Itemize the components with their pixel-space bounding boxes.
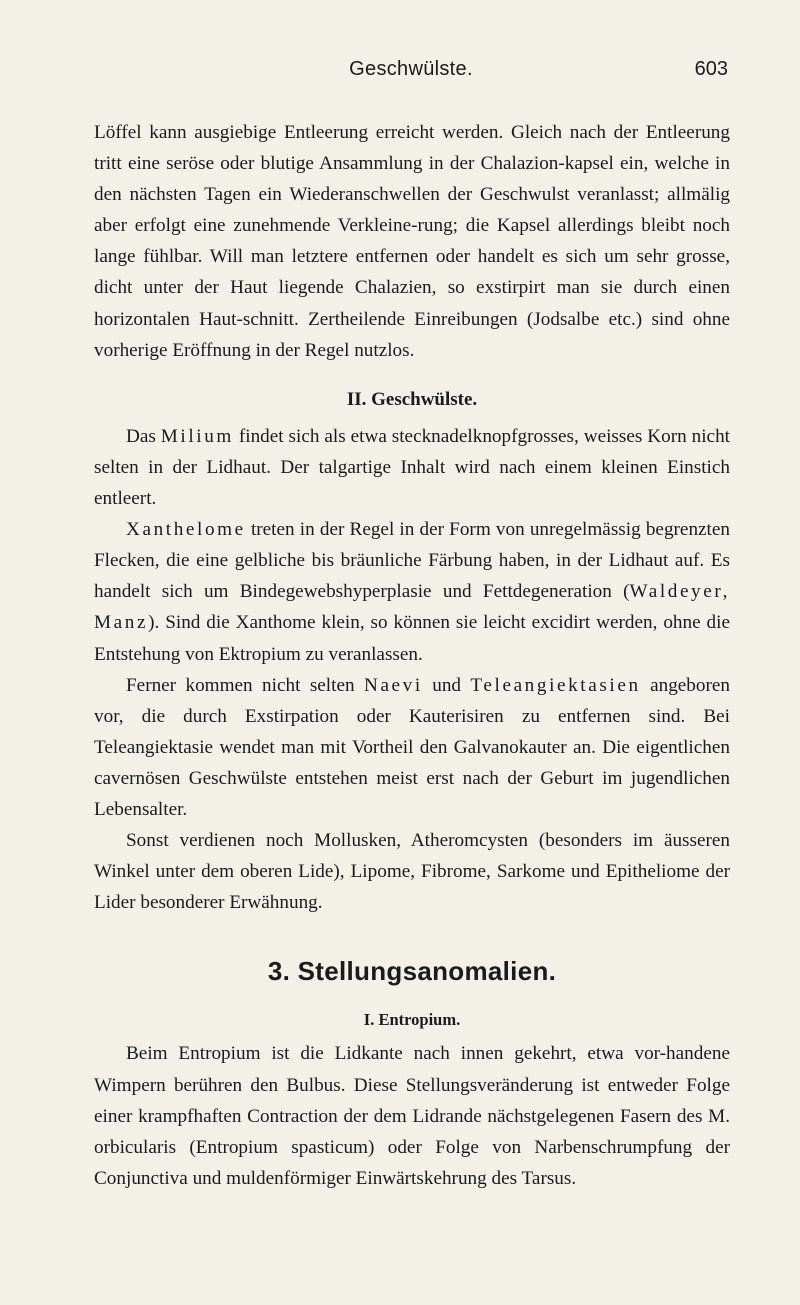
paragraph-other-tumors: Sonst verdienen noch Mollusken, Atheromcysten (besonders im äusseren Winkel unter dem oberen Lide), Lipome, Fibrome, Sarkome und Epitheliome der Lider besonderer Erwähnung.: [94, 830, 730, 914]
text-run: Ferner kommen nicht selten: [126, 674, 364, 696]
text-run: angeboren vor, die durch Exstirpation oder Kauterisiren zu entfernen sind. Bei Teleangiektasie wendet man mit Vortheil den Galvanokauter an. Die eigentlichen cavernösen Geschwülste entstehen meist erst nach der Geburt im jugendlichen Lebensalter.: [94, 674, 730, 820]
running-head: [94, 58, 728, 88]
term-xanthelome: Xanthelome: [126, 519, 246, 541]
text-run: findet sich als etwa stecknadelknopfgrosses, weisses Korn nicht selten in der Lidhaut. Der talgartige Inhalt wird nach einem kleinen Einstich entleert.: [94, 425, 730, 510]
text-run: Das: [126, 425, 161, 447]
page-number: 603: [694, 58, 728, 80]
paragraph-naevi: [94, 670, 730, 825]
term-teleangiektasien: Teleangiektasien: [470, 674, 641, 696]
paragraph-chalazion-continued: Löffel kann ausgiebige Entleerung erreicht werden. Gleich nach der Entleerung tritt eine seröse oder blutige Ansammlung in der Chalazion-kapsel ein, welche in den nächsten Tagen ein Wiederanschwellen der Geschwulst veranlasst; allmälig aber erfolgt eine zunehmende Verkleine-rung; die Kapsel allerdings bleibt noch lange fühlbar. Will man letztere entfernen oder handelt es sich um sehr grosse, dicht unter der Haut liegende Chalazien, so exstirpirt man sie durch einen horizontalen Haut-schnitt. Zertheilende Einreibungen (Jodsalbe etc.) sind ohne vorherige Eröffnung in der Regel nutzlos.: [94, 122, 730, 361]
text-run: treten in der Regel in der Form von unregelmässig begrenzten Flecken, die eine gelbliche bis bräunliche Färbung haben, in der Lidhaut auf. Es handelt sich um Bindegewebshyperplasie und Fettdegeneration (: [94, 519, 730, 603]
text-run: ). Sind die Xanthome klein, so können sie leicht excidirt werden, ohne die Entstehung von Ektropium zu veranlassen.: [94, 612, 730, 665]
text-run: und: [422, 674, 471, 696]
paragraph-milium: [94, 421, 730, 514]
subsection-heading-entropium: I. Entropium.: [363, 1010, 461, 1030]
paragraph-xanthelome: [94, 514, 730, 669]
term-milium: Milium: [160, 425, 234, 447]
section-heading-stellungsanomalien: 3. Stellungsanomalien.: [267, 956, 557, 987]
body-text: [94, 117, 730, 1194]
paragraph-entropium: Beim Entropium ist die Lidkante nach innen gekehrt, etwa vor-handene Wimpern berühren den Bulbus. Diese Stellungsveränderung ist entweder Folge einer krampfhaften Contraction der dem Lidrande nächstgelegenen Fasern des M. orbicularis (Entropium spasticum) oder Folge von Narbenschrumpfung der Conjunctiva und muldenförmiger Einwärtskehrung des Tarsus.: [94, 1043, 730, 1189]
author-citation: Waldeyer, Manz: [94, 581, 730, 634]
running-title: Geschwülste.: [349, 58, 473, 80]
term-naevi: Naevi: [363, 674, 423, 696]
subsection-heading-geschwuelste: II. Geschwülste.: [346, 388, 478, 410]
